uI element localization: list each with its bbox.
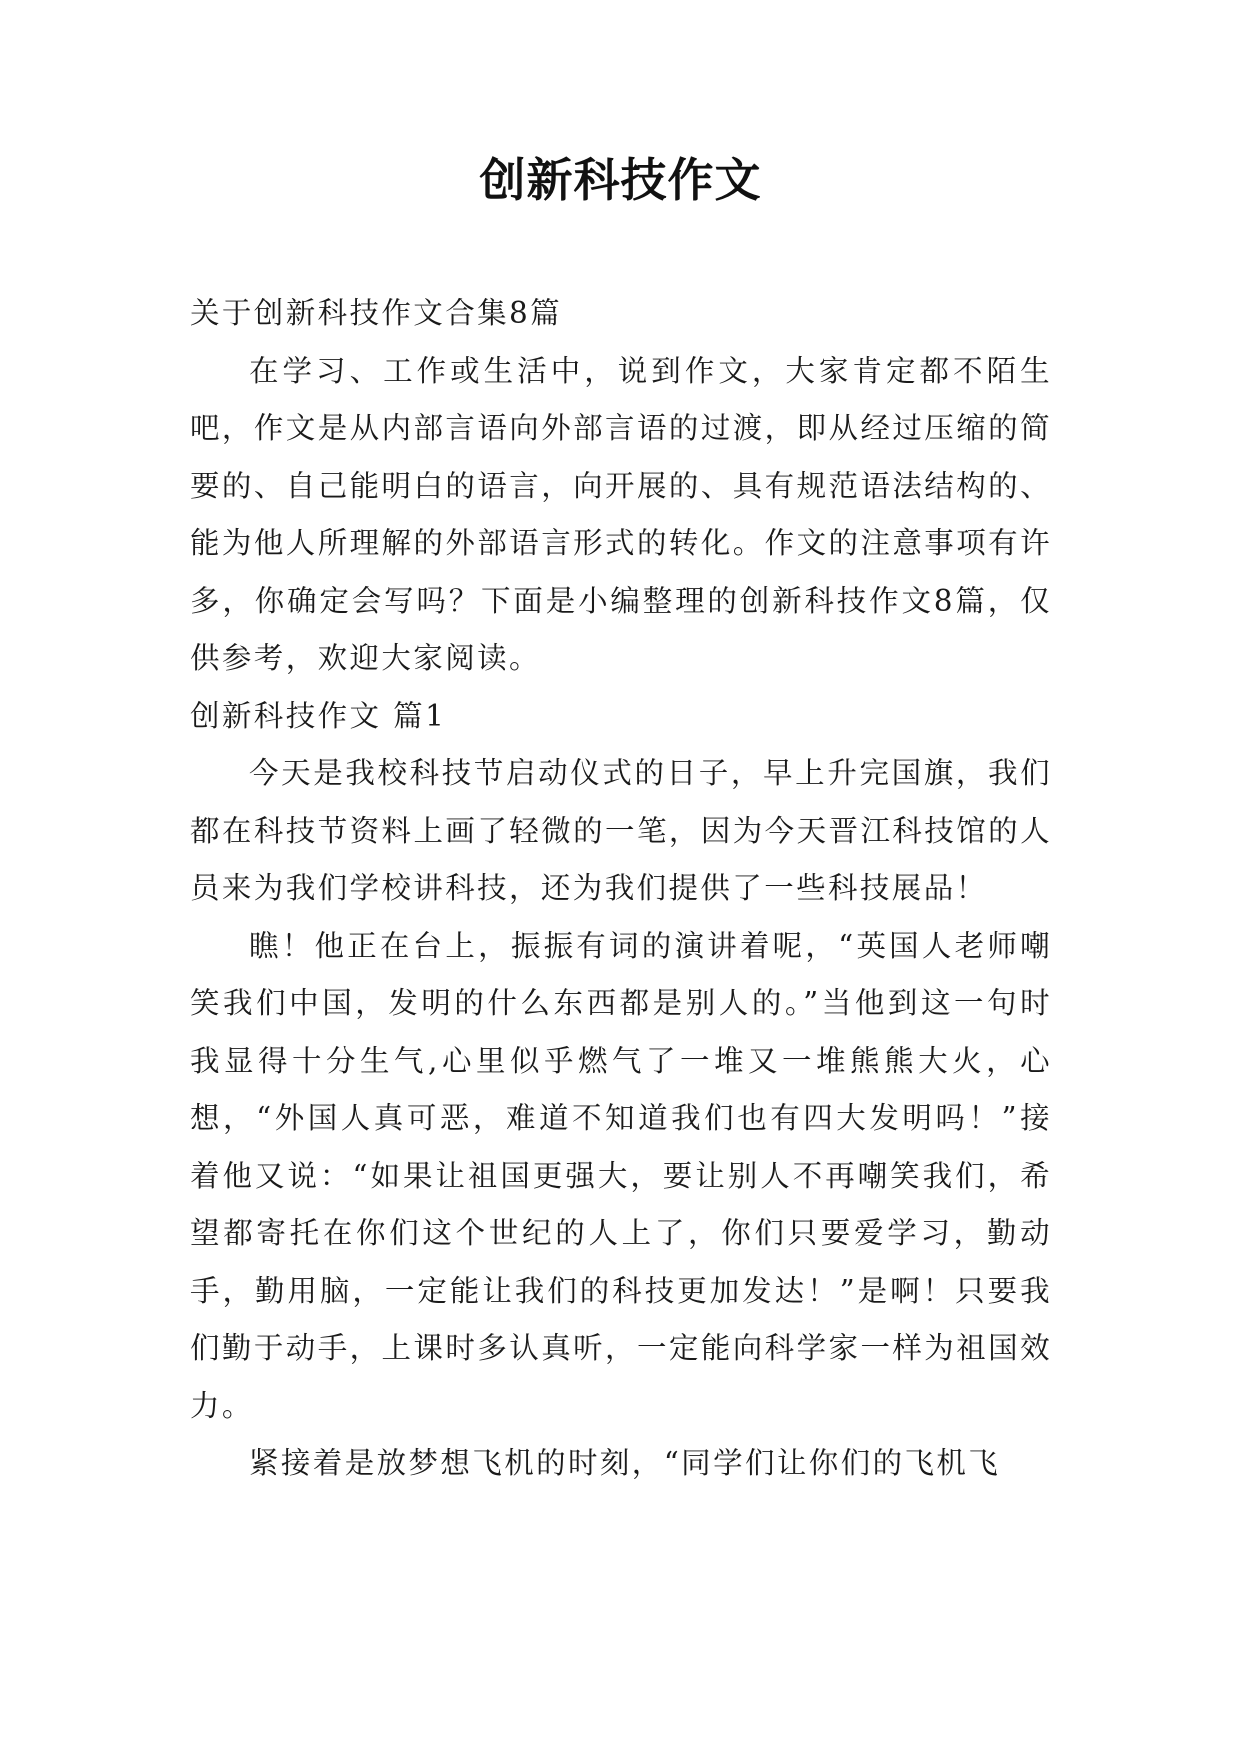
paragraph: 今天是我校科技节启动仪式的日子，早上升完国旗，我们都在科技节资料上画了轻微的一笔，因为今天晋江科技馆的人员来为我们学校讲科技，还为我们提供了一些科技展品！	[190, 756, 1052, 905]
document-body	[190, 285, 1052, 1493]
paragraph-intro: 在学习、工作或生活中，说到作文，大家肯定都不陌生吧，作文是从内部言语向外部言语的过渡，即从经过压缩的简要的、自己能明白的语言，向开展的、具有规范语法结构的、能为他人所理解的外部语言形式的转化。作文的注意事项有许多，你确定会写吗？下面是小编整理的创新科技作文8篇，仅供参考，欢迎大家阅读。	[190, 353, 1052, 675]
section-heading: 创新科技作文 篇1	[190, 698, 447, 733]
paragraph: 瞧！他正在台上，振振有词的演讲着呢，“英国人老师嘲笑我们中国，发明的什么东西都是别人的。”当他到这一句时我显得十分生气,心里似乎燃气了一堆又一堆熊熊大火，心想，“外国人真可恶，难道不知道我们也有四大发明吗！”接着他又说：“如果让祖国更强大，要让别人不再嘲笑我们，希望都寄托在你们这个世纪的人上了，你们只要爱学习，勤动手，勤用脑，一定能让我们的科技更加发达！”是啊！只要我们勤于动手，上课时多认真听，一定能向科学家一样为祖国效力。	[190, 928, 1052, 1423]
paragraph-intro-heading: 关于创新科技作文合集8篇	[190, 296, 563, 330]
paragraph: 紧接着是放梦想飞机的时刻，“同学们让你们的飞机飞	[249, 1446, 1001, 1480]
document-title: 创新科技作文	[479, 153, 762, 207]
